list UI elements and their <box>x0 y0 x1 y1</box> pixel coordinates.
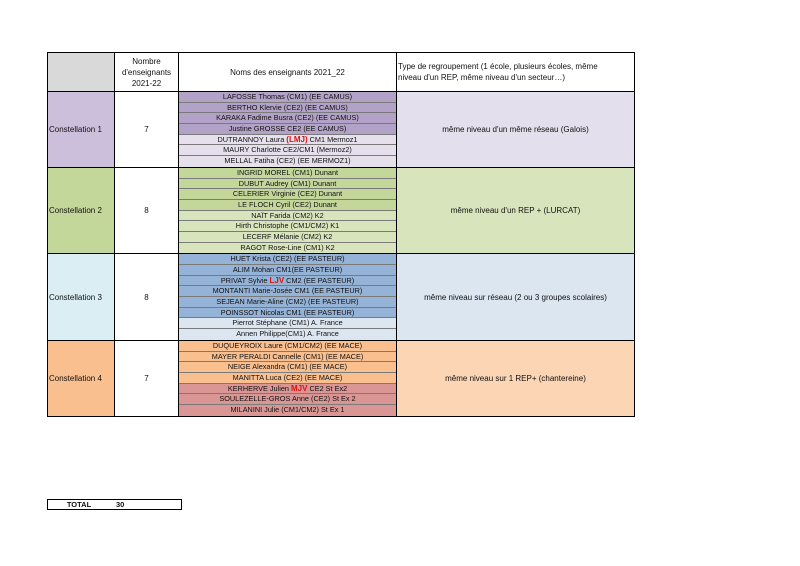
teacher-row <box>179 124 396 135</box>
teacher-name: CELERIER Virginie (CE2) Dunant <box>232 189 343 199</box>
teacher-row <box>179 265 396 276</box>
teacher-row <box>179 329 396 340</box>
teacher-detail: CM1 Mermoz1 <box>307 134 358 144</box>
teacher-name: Pierrot Stéphane (CM1) A. France <box>232 318 343 328</box>
teacher-name: Justine GROSSE CE2 (EE CAMUS) <box>228 124 347 134</box>
header-count-line: d'enseignants <box>121 67 172 77</box>
teacher-list <box>179 341 397 416</box>
teacher-mark: LJV <box>269 275 285 285</box>
teacher-name: DUTRANNOY Laura <box>217 134 287 144</box>
header-type-line: Type de regroupement (1 école, plusieurs écoles, même <box>398 62 598 71</box>
constellation-group <box>48 341 634 416</box>
header-count-line: Nombre <box>132 56 161 66</box>
constellation-label: Constellation 4 <box>48 341 115 416</box>
teacher-name: Hirth Christophe (CM1/CM2) K1 <box>235 221 340 231</box>
teacher-name: ALIM Mohan CM1(EE PASTEUR) <box>232 265 343 274</box>
total-box <box>47 499 182 510</box>
header-names-cell: Noms des enseignants 2021_22 <box>179 53 397 91</box>
constellation-label: Constellation 3 <box>48 254 115 340</box>
teacher-row <box>179 103 396 114</box>
teacher-row <box>179 135 396 146</box>
teacher-name: KARAKA Fadime Busra (CE2) (EE CAMUS) <box>216 113 359 123</box>
teacher-name: NEIGE Alexandra (CM1) (EE MACE) <box>227 362 348 372</box>
teacher-name: DUBUT Audrey (CM1) Dunant <box>238 178 337 188</box>
constellation-group <box>48 254 634 341</box>
teacher-row <box>179 243 396 254</box>
teacher-row <box>179 168 396 179</box>
constellation-label: Constellation 1 <box>48 92 115 167</box>
teacher-row <box>179 318 396 329</box>
teacher-detail: CM2 (EE PASTEUR) <box>284 275 355 285</box>
total-label: TOTAL <box>66 500 92 509</box>
teacher-row <box>179 362 396 373</box>
header-count-cell <box>115 53 179 91</box>
teacher-row <box>179 232 396 243</box>
grouping-type: même niveau sur 1 REP+ (chantereine) <box>397 341 634 416</box>
teacher-name: Annen Philippe(CM1) A. France <box>236 329 339 339</box>
constellation-group <box>48 92 634 168</box>
teacher-row <box>179 394 396 405</box>
constellation-group <box>48 168 634 255</box>
teacher-row <box>179 405 396 416</box>
teacher-row <box>179 276 396 287</box>
teacher-mark: (LMJ) <box>286 134 308 144</box>
teacher-name: LAFOSSE Thomas (CM1) (EE CAMUS) <box>222 92 353 101</box>
grouping-type: même niveau sur réseau (2 ou 3 groupes scolaires) <box>397 254 634 340</box>
teacher-row <box>179 254 396 265</box>
teacher-row <box>179 145 396 156</box>
constellation-label: Constellation 2 <box>48 168 115 254</box>
teacher-count: 7 <box>115 92 179 167</box>
header-type-cell <box>397 53 634 91</box>
teacher-name: KERHERVE Julien <box>227 383 291 393</box>
grouping-type: même niveau d'un REP + (LURCAT) <box>397 168 634 254</box>
teacher-name: MAURY Charlotte CE2/CM1 (Mermoz2) <box>223 145 352 155</box>
header-type-line: niveau d'un REP, même niveau d'un secteur…) <box>398 73 565 82</box>
teacher-count: 7 <box>115 341 179 416</box>
header-blank-cell <box>48 53 115 91</box>
teacher-row <box>179 92 396 103</box>
teacher-row <box>179 286 396 297</box>
teacher-name: MANITTA Luca (CE2) (EE MACE) <box>232 372 343 382</box>
teacher-row <box>179 200 396 211</box>
teacher-name: PRIVAT Sylvie <box>220 275 270 285</box>
teacher-name: MONTANTI Marie-Josée CM1 (EE PASTEUR) <box>212 286 363 296</box>
groups-body <box>48 92 634 416</box>
teacher-name: LECERF Mélanie (CM2) K2 <box>242 231 333 241</box>
total-value: 30 <box>116 500 125 509</box>
teacher-name: MILANINI Julie (CM1/CM2) St Ex 1 <box>230 404 345 414</box>
teacher-row <box>179 113 396 124</box>
teacher-row <box>179 179 396 190</box>
teacher-name: LE FLOCH Cyril (CE2) Dunant <box>238 199 337 209</box>
teacher-name: MELLAL Fatiha (CE2) (EE MERMOZ1) <box>224 156 351 166</box>
teacher-detail: CE2 St Ex2 <box>307 383 348 393</box>
teacher-list <box>179 168 397 254</box>
table-header <box>48 53 634 92</box>
teacher-name: INGRID MOREL (CM1) Dunant <box>236 167 339 177</box>
teacher-list <box>179 254 397 340</box>
teacher-name: RAGOT Rose-Line (CM1) K2 <box>240 242 335 252</box>
teacher-mark: MJV <box>290 383 308 393</box>
teacher-row <box>179 308 396 319</box>
teacher-row <box>179 352 396 363</box>
teacher-row <box>179 384 396 395</box>
teacher-name: NAÏT Farida (CM2) K2 <box>251 210 324 220</box>
teacher-row <box>179 297 396 308</box>
teacher-list <box>179 92 397 167</box>
teacher-row <box>179 373 396 384</box>
teacher-name: SEJEAN Marie-Aline (CM2) (EE PASTEUR) <box>216 297 359 307</box>
teacher-name: SOULEZELLE-GROS Anne (CE2) St Ex 2 <box>219 394 356 404</box>
teacher-name: POINSSOT Nicolas CM1 (EE PASTEUR) <box>220 307 355 317</box>
teacher-count: 8 <box>115 168 179 254</box>
teacher-count: 8 <box>115 254 179 340</box>
teacher-row <box>179 341 396 352</box>
teacher-row <box>179 156 396 167</box>
teacher-row <box>179 189 396 200</box>
header-count-line: 2021-22 <box>131 78 162 88</box>
teacher-name: DUQUEYROIX Laure (CM1/CM2) (EE MACE) <box>212 340 363 350</box>
teacher-row <box>179 211 396 222</box>
teacher-name: HUET Krista (CE2) (EE PASTEUR) <box>230 254 345 264</box>
teacher-row <box>179 221 396 232</box>
teacher-name: MAYER PERALDI Cannelle (CM1) (EE MACE) <box>211 351 364 361</box>
constellations-table <box>47 52 635 417</box>
grouping-type: même niveau d'un même réseau (Galois) <box>397 92 634 167</box>
teacher-name: BERTHO Klervie (CE2) (EE CAMUS) <box>227 102 348 112</box>
